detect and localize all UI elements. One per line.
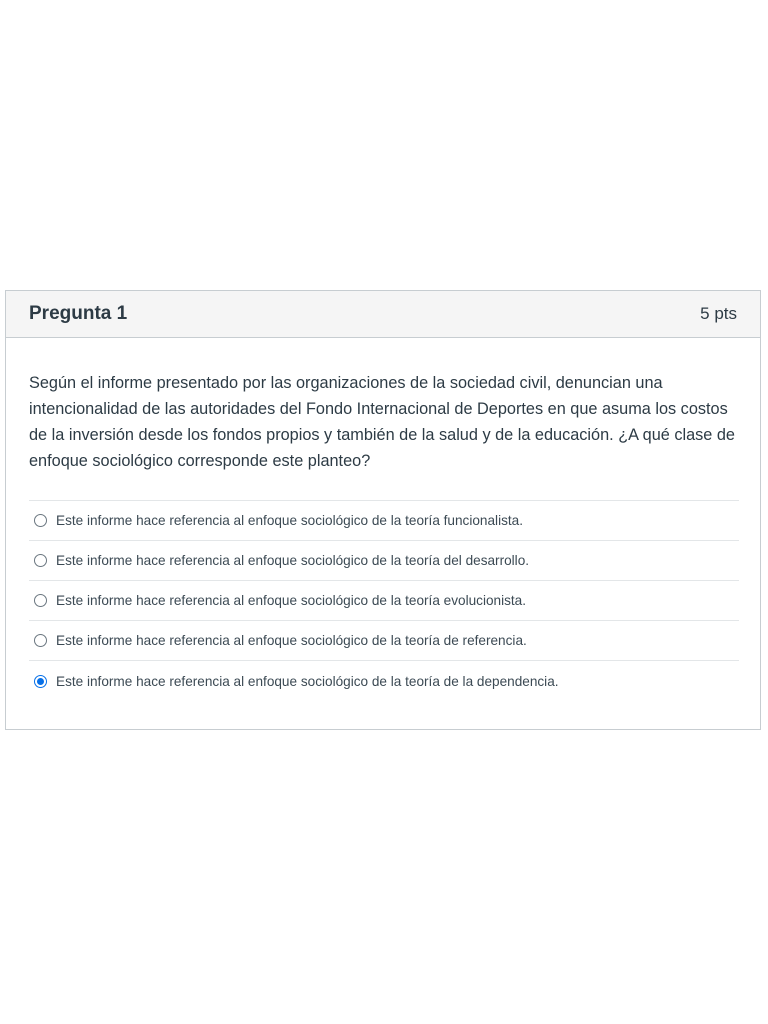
- radio-button[interactable]: [34, 514, 47, 527]
- answer-label[interactable]: Este informe hace referencia al enfoque sociológico de la teoría del desarrollo.: [56, 553, 530, 568]
- answer-list: [29, 500, 739, 701]
- radio-button[interactable]: [34, 554, 47, 567]
- answer-option-1[interactable]: [29, 501, 739, 541]
- answer-option-4[interactable]: [29, 621, 739, 661]
- radio-button[interactable]: [34, 634, 47, 647]
- answer-label[interactable]: Este informe hace referencia al enfoque sociológico de la teoría funcionalista.: [56, 513, 523, 528]
- question-body: [6, 338, 760, 701]
- radio-button[interactable]: [34, 594, 47, 607]
- answer-label[interactable]: Este informe hace referencia al enfoque sociológico de la teoría de referencia.: [56, 633, 527, 648]
- question-text: Según el informe presentado por las organizaciones de la sociedad civil, denuncian una intencionalidad de las autoridades del Fondo Internacional de Deportes en que asuma los costos de la inversión desde los fondos propios y también de la salud y de la educación. ¿A qué clase de enfoque sociológico corresponde este planteo?: [29, 374, 735, 470]
- answer-option-5[interactable]: [29, 661, 739, 701]
- answer-label[interactable]: Este informe hace referencia al enfoque sociológico de la teoría de la dependencia.: [56, 673, 559, 689]
- question-header: [6, 291, 760, 338]
- answer-option-2[interactable]: [29, 541, 739, 581]
- answer-option-3[interactable]: [29, 581, 739, 621]
- answer-label[interactable]: Este informe hace referencia al enfoque sociológico de la teoría evolucionista.: [56, 593, 527, 608]
- radio-button[interactable]: [34, 675, 47, 688]
- question-points: 5 pts: [700, 304, 737, 323]
- question-title: Pregunta 1: [29, 303, 128, 324]
- question-card: [5, 290, 761, 730]
